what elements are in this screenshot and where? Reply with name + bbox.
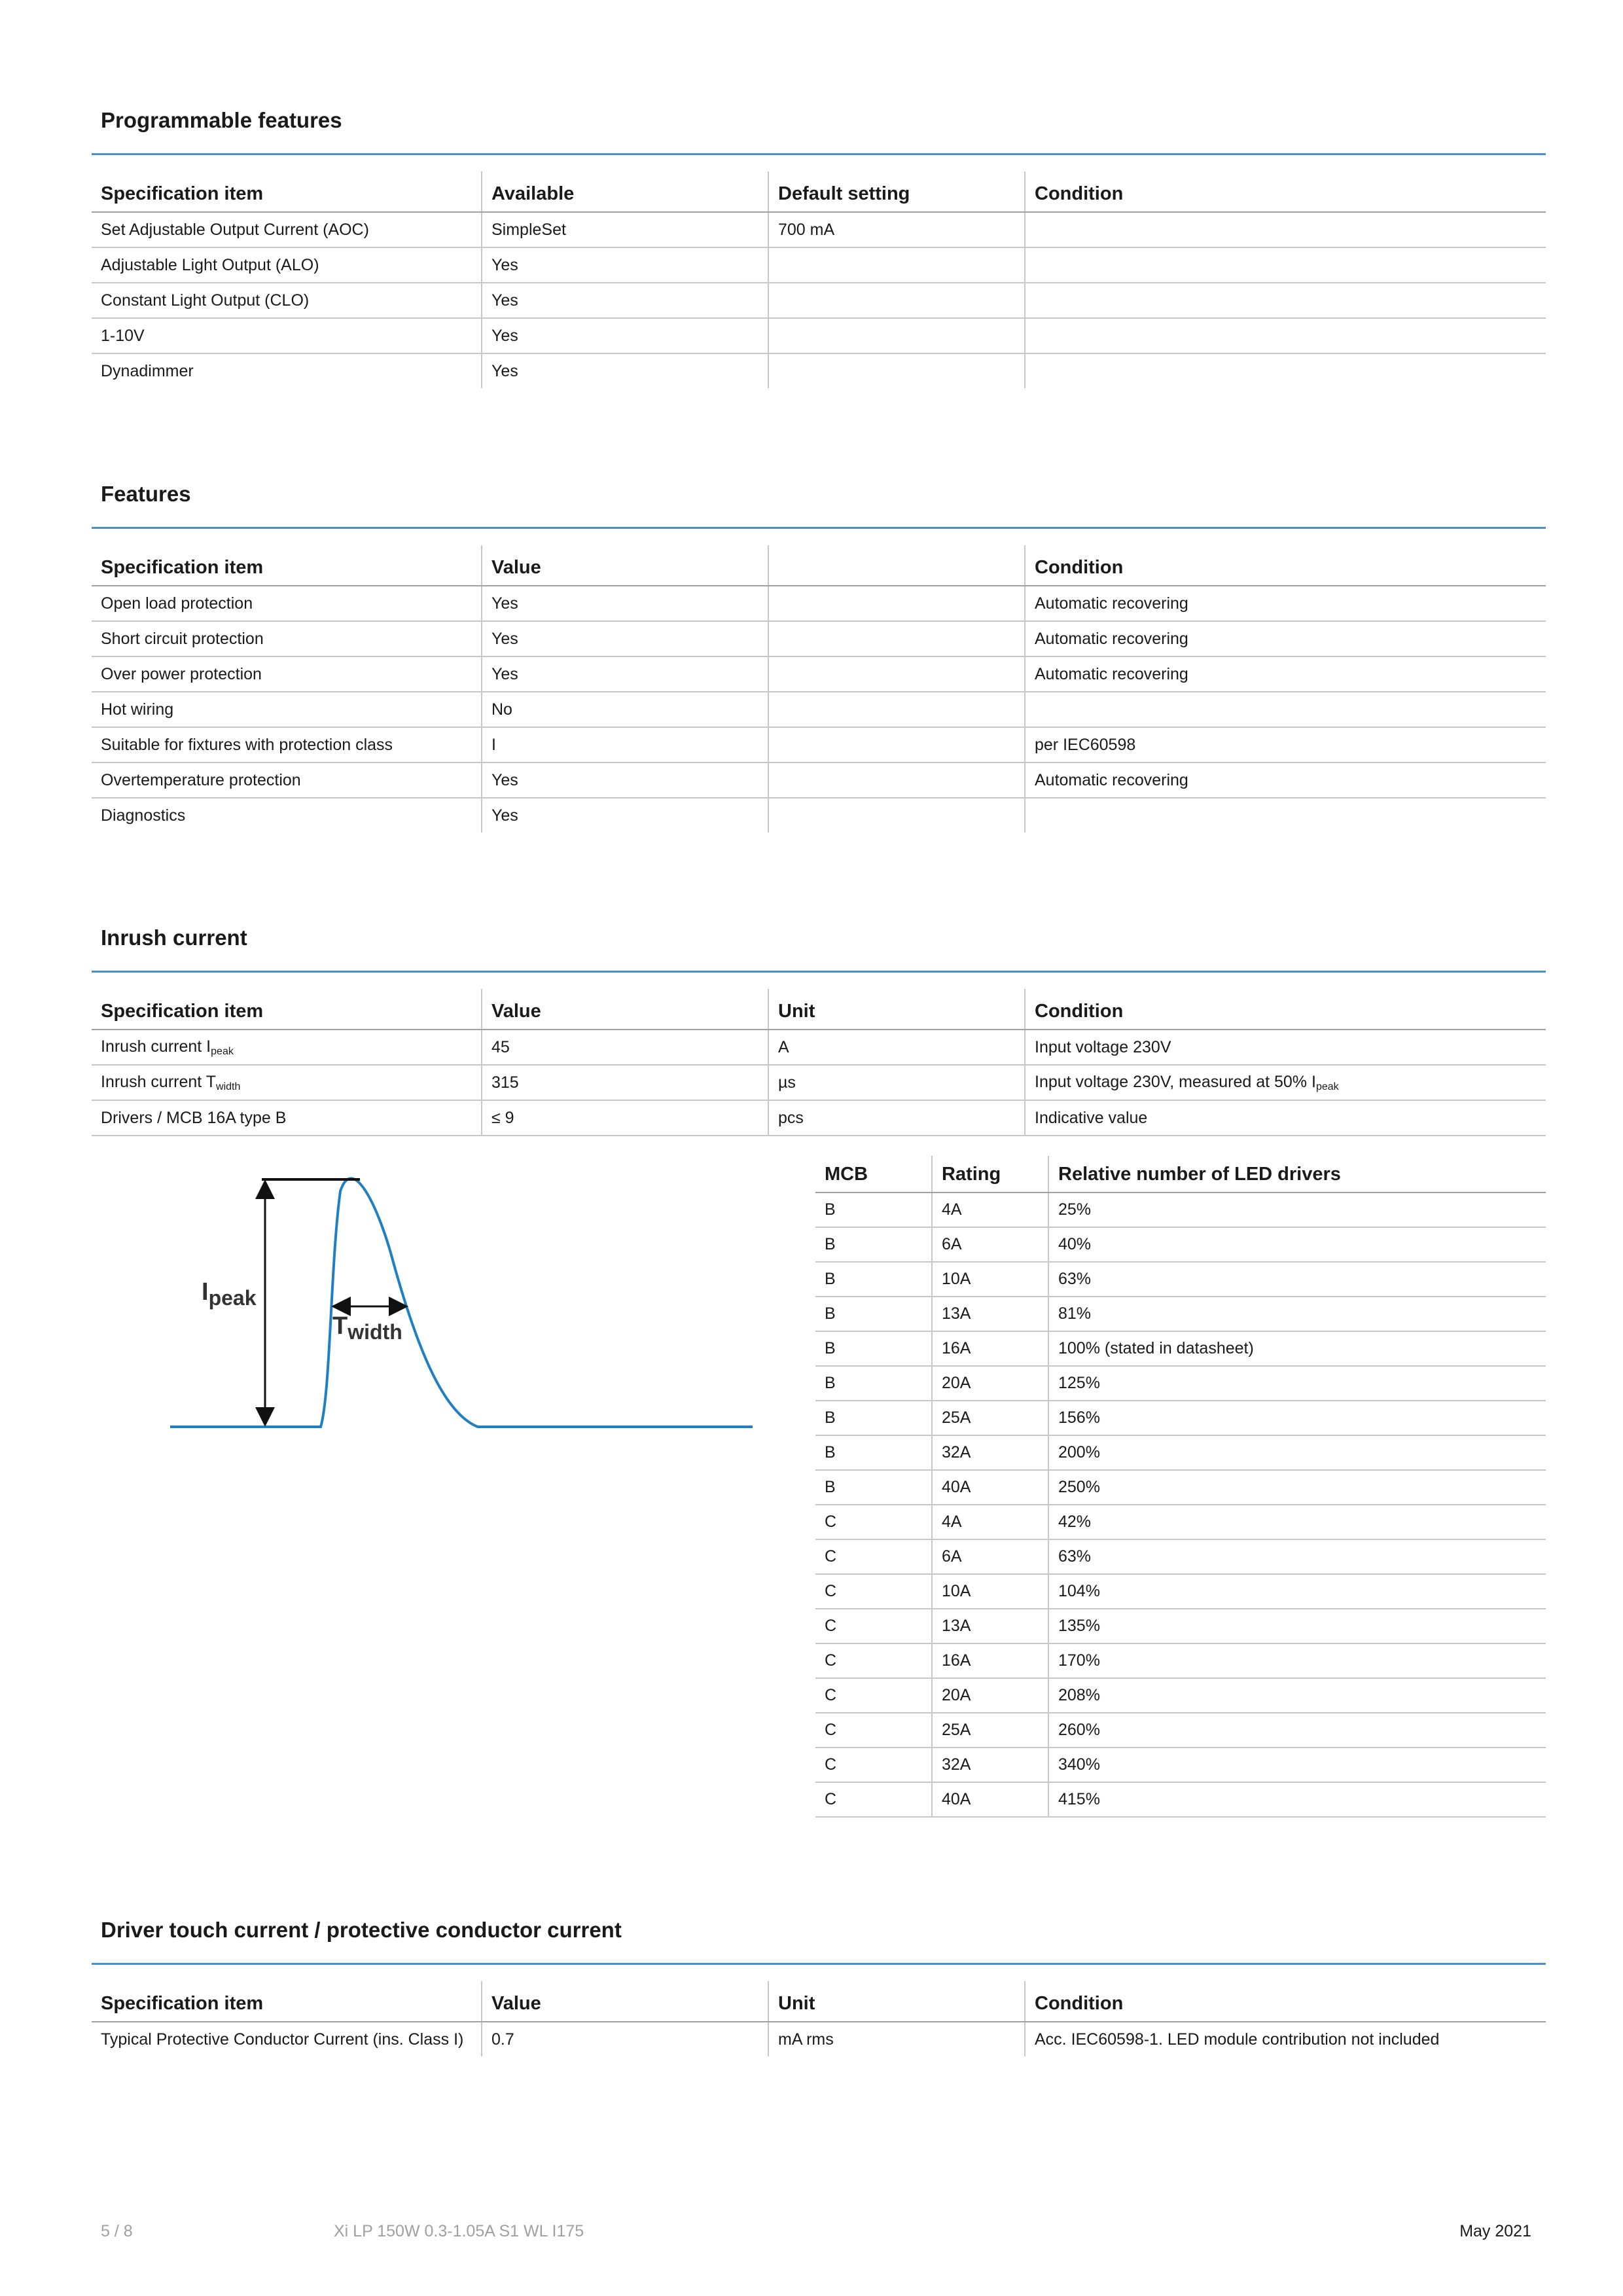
table-cell: Automatic recovering bbox=[1025, 762, 1546, 798]
subscript: peak bbox=[1315, 1081, 1339, 1092]
table-row bbox=[815, 1227, 1546, 1262]
table-cell: 250% bbox=[1048, 1470, 1546, 1505]
table-cell: 63% bbox=[1048, 1262, 1546, 1297]
table-cell: 315 bbox=[482, 1065, 768, 1100]
table-row bbox=[92, 318, 1546, 353]
table-cell: C bbox=[815, 1748, 932, 1782]
table-cell: Diagnostics bbox=[101, 806, 186, 825]
table-cell: per IEC60598 bbox=[1025, 727, 1546, 762]
column-header bbox=[768, 545, 1025, 586]
table-cell: 100% (stated in datasheet) bbox=[1048, 1331, 1546, 1366]
table-cell: 415% bbox=[1048, 1782, 1546, 1817]
table-cell: 0.7 bbox=[482, 2022, 768, 2056]
table-cell: Acc. IEC60598-1. LED module contribution not included bbox=[1025, 2022, 1546, 2056]
twidth-label: $T_{width}$ bbox=[332, 1312, 402, 1344]
table-row bbox=[92, 656, 1546, 692]
table-cell: Typical Protective Conductor Current (ins. Class I) bbox=[101, 2030, 464, 2049]
column-header: Value bbox=[482, 989, 768, 1030]
table-cell: 40% bbox=[1048, 1227, 1546, 1262]
table-cell: A bbox=[768, 1030, 1025, 1065]
table-row bbox=[815, 1678, 1546, 1713]
table-cell bbox=[768, 283, 1025, 318]
table-cell bbox=[768, 656, 1025, 692]
column-header: Condition bbox=[1025, 1981, 1546, 2022]
table-cell: 32A bbox=[932, 1748, 1048, 1782]
table-cell: B bbox=[815, 1470, 932, 1505]
table-cell: 170% bbox=[1048, 1643, 1546, 1678]
table-cell: 10A bbox=[932, 1574, 1048, 1609]
table-cell: Yes bbox=[482, 283, 768, 318]
table-cell: 16A bbox=[932, 1643, 1048, 1678]
table-cell: 45 bbox=[482, 1030, 768, 1065]
programmable-features-table bbox=[92, 171, 1546, 388]
table-cell: µs bbox=[768, 1065, 1025, 1100]
table-cell: 125% bbox=[1048, 1366, 1546, 1401]
table-cell bbox=[768, 762, 1025, 798]
table-header-row bbox=[92, 989, 1546, 1030]
table-cell bbox=[1025, 318, 1546, 353]
table-row bbox=[815, 1643, 1546, 1678]
table-cell: 25% bbox=[1048, 1193, 1546, 1227]
table-cell: Constant Light Output (CLO) bbox=[92, 283, 482, 318]
table-row bbox=[92, 762, 1546, 798]
inrush-curve bbox=[170, 1178, 753, 1427]
table-cell: B bbox=[815, 1297, 932, 1331]
features-table bbox=[92, 545, 1546, 833]
table-cell: Dynadimmer bbox=[101, 361, 194, 380]
table-cell: B bbox=[815, 1227, 932, 1262]
table-cell: Drivers / MCB 16A type B bbox=[92, 1100, 482, 1136]
cell-text: Inrush current I bbox=[101, 1037, 211, 1056]
table-cell bbox=[92, 1065, 482, 1100]
table-header-row bbox=[92, 545, 1546, 586]
table-cell: Automatic recovering bbox=[1025, 586, 1546, 621]
table-cell: B bbox=[815, 1366, 932, 1401]
publication-date: May 2021 bbox=[1459, 2222, 1531, 2240]
inrush-current-table bbox=[92, 989, 1546, 1136]
table-cell: I bbox=[482, 727, 768, 762]
table-cell: Overtemperature protection bbox=[92, 762, 482, 798]
table-row bbox=[815, 1748, 1546, 1782]
table-cell: 4A bbox=[932, 1505, 1048, 1539]
table-cell: 20A bbox=[932, 1366, 1048, 1401]
table-cell bbox=[768, 727, 1025, 762]
subscript: width bbox=[216, 1081, 241, 1092]
column-header: Specification item bbox=[92, 989, 482, 1030]
table-cell: Yes bbox=[482, 798, 768, 833]
table-cell bbox=[1025, 798, 1546, 833]
table-cell: mA rms bbox=[768, 2022, 1025, 2056]
table-cell: Hot wiring bbox=[92, 692, 482, 727]
table-cell: Adjustable Light Output (ALO) bbox=[92, 247, 482, 283]
table-header-row bbox=[92, 171, 1546, 212]
table-row bbox=[92, 1065, 1546, 1100]
table-cell bbox=[768, 692, 1025, 727]
table-row bbox=[815, 1435, 1546, 1470]
column-header: Value bbox=[482, 1981, 768, 2022]
cell-text: Inrush current T bbox=[101, 1072, 217, 1091]
table-cell: B bbox=[815, 1193, 932, 1227]
section-title-inrush-current: Inrush current bbox=[101, 925, 247, 950]
table-row bbox=[92, 1030, 1546, 1065]
table-cell bbox=[768, 798, 1025, 833]
cell-text: Input voltage 230V, measured at 50% I bbox=[1035, 1072, 1316, 1091]
table-cell: Yes bbox=[482, 353, 768, 388]
table-row bbox=[815, 1262, 1546, 1297]
table-cell bbox=[768, 247, 1025, 283]
table-cell bbox=[1025, 353, 1546, 388]
table-row bbox=[815, 1609, 1546, 1643]
table-cell: Input voltage 230V bbox=[1025, 1030, 1546, 1065]
table-cell: 16A bbox=[932, 1331, 1048, 1366]
table-row bbox=[815, 1505, 1546, 1539]
table-cell: 13A bbox=[932, 1297, 1048, 1331]
table-cell: Yes bbox=[482, 656, 768, 692]
table-cell: Over power protection bbox=[92, 656, 482, 692]
table-cell: C bbox=[815, 1678, 932, 1713]
table-cell: C bbox=[815, 1574, 932, 1609]
table-cell: Yes bbox=[482, 762, 768, 798]
table-cell: Open load protection bbox=[92, 586, 482, 621]
table-cell: 340% bbox=[1048, 1748, 1546, 1782]
column-header: Relative number of LED drivers bbox=[1048, 1156, 1546, 1193]
table-row bbox=[815, 1193, 1546, 1227]
column-header: Condition bbox=[1025, 171, 1546, 212]
table-cell bbox=[768, 353, 1025, 388]
column-header: Specification item bbox=[92, 545, 482, 586]
section-title-features: Features bbox=[101, 482, 191, 506]
section-rule bbox=[92, 1963, 1546, 1965]
table-cell: B bbox=[815, 1331, 932, 1366]
column-header: Available bbox=[482, 171, 768, 212]
table-cell: Yes bbox=[482, 586, 768, 621]
section-rule bbox=[92, 153, 1546, 155]
table-cell: 6A bbox=[932, 1539, 1048, 1574]
section-title-programmable-features: Programmable features bbox=[101, 108, 342, 132]
table-cell: 25A bbox=[932, 1401, 1048, 1435]
table-cell bbox=[768, 318, 1025, 353]
table-cell: 25A bbox=[932, 1713, 1048, 1748]
table-cell: Yes bbox=[482, 247, 768, 283]
inrush-waveform-diagram bbox=[164, 1165, 766, 1440]
table-cell: 42% bbox=[1048, 1505, 1546, 1539]
column-header: Rating bbox=[932, 1156, 1048, 1193]
table-row bbox=[92, 247, 1546, 283]
table-cell bbox=[1025, 692, 1546, 727]
table-cell bbox=[1025, 212, 1546, 247]
table-cell: 10A bbox=[932, 1262, 1048, 1297]
column-header: Condition bbox=[1025, 545, 1546, 586]
table-cell: SimpleSet bbox=[482, 212, 768, 247]
table-cell: 200% bbox=[1048, 1435, 1546, 1470]
table-cell: 4A bbox=[932, 1193, 1048, 1227]
column-header: Default setting bbox=[768, 171, 1025, 212]
table-cell: 32A bbox=[932, 1435, 1048, 1470]
table-cell: 700 mA bbox=[768, 212, 1025, 247]
table-cell: Indicative value bbox=[1025, 1100, 1546, 1136]
table-cell: C bbox=[815, 1505, 932, 1539]
column-header: Unit bbox=[768, 1981, 1025, 2022]
table-cell: Automatic recovering bbox=[1025, 621, 1546, 656]
table-row bbox=[92, 798, 1546, 833]
table-cell: Yes bbox=[482, 621, 768, 656]
section-title-touch-current: Driver touch current / protective conductor current bbox=[101, 1918, 622, 1942]
table-cell: 81% bbox=[1048, 1297, 1546, 1331]
table-cell: 6A bbox=[932, 1227, 1048, 1262]
table-row bbox=[815, 1574, 1546, 1609]
table-cell: No bbox=[482, 692, 768, 727]
product-name: Xi LP 150W 0.3-1.05A S1 WL I175 bbox=[334, 2222, 584, 2240]
section-rule bbox=[92, 527, 1546, 529]
table-row bbox=[815, 1366, 1546, 1401]
table-cell: 104% bbox=[1048, 1574, 1546, 1609]
table-cell bbox=[1025, 283, 1546, 318]
table-row bbox=[815, 1401, 1546, 1435]
table-row bbox=[92, 283, 1546, 318]
ipeak-label: $I_{peak}$ bbox=[202, 1278, 257, 1310]
table-row bbox=[815, 1331, 1546, 1366]
column-header: MCB bbox=[815, 1156, 932, 1193]
column-header: Condition bbox=[1025, 989, 1546, 1030]
table-row bbox=[815, 1539, 1546, 1574]
column-header: Specification item bbox=[92, 171, 482, 212]
touch-current-table bbox=[92, 1981, 1546, 2056]
table-row bbox=[92, 1100, 1546, 1136]
table-row bbox=[92, 586, 1546, 621]
table-row bbox=[815, 1470, 1546, 1505]
table-cell: 40A bbox=[932, 1470, 1048, 1505]
table-cell: C bbox=[815, 1609, 932, 1643]
column-header: Specification item bbox=[92, 1981, 482, 2022]
table-cell: C bbox=[815, 1643, 932, 1678]
table-cell: Short circuit protection bbox=[92, 621, 482, 656]
table-row bbox=[815, 1713, 1546, 1748]
mcb-table bbox=[815, 1156, 1546, 1818]
table-header-row bbox=[92, 1981, 1546, 2022]
column-header: Unit bbox=[768, 989, 1025, 1030]
table-cell: ≤ 9 bbox=[482, 1100, 768, 1136]
table-row bbox=[815, 1782, 1546, 1817]
table-cell: B bbox=[815, 1401, 932, 1435]
table-row bbox=[92, 2022, 1546, 2056]
table-cell: B bbox=[815, 1435, 932, 1470]
table-cell bbox=[92, 1030, 482, 1065]
table-row bbox=[815, 1297, 1546, 1331]
page-number: 5 / 8 bbox=[101, 2222, 133, 2240]
table-cell: B bbox=[815, 1262, 932, 1297]
table-cell bbox=[768, 621, 1025, 656]
table-cell: 156% bbox=[1048, 1401, 1546, 1435]
table-cell bbox=[1025, 1065, 1546, 1100]
table-cell bbox=[768, 586, 1025, 621]
table-cell: 63% bbox=[1048, 1539, 1546, 1574]
table-cell: Suitable for fixtures with protection class bbox=[92, 727, 482, 762]
table-row bbox=[92, 212, 1546, 247]
table-cell: C bbox=[815, 1782, 932, 1817]
table-row bbox=[92, 727, 1546, 762]
table-cell: Set Adjustable Output Current (AOC) bbox=[92, 212, 482, 247]
table-cell: 20A bbox=[932, 1678, 1048, 1713]
table-cell: Yes bbox=[482, 318, 768, 353]
subscript: peak bbox=[211, 1045, 234, 1057]
table-cell: C bbox=[815, 1713, 932, 1748]
table-row bbox=[92, 692, 1546, 727]
section-rule bbox=[92, 971, 1546, 973]
table-cell: Automatic recovering bbox=[1025, 656, 1546, 692]
table-row bbox=[92, 621, 1546, 656]
table-header-row bbox=[815, 1156, 1546, 1193]
table-cell bbox=[1025, 247, 1546, 283]
table-cell: 1-10V bbox=[92, 318, 482, 353]
table-cell: 135% bbox=[1048, 1609, 1546, 1643]
table-cell: C bbox=[815, 1539, 932, 1574]
table-cell: 260% bbox=[1048, 1713, 1546, 1748]
table-cell: 40A bbox=[932, 1782, 1048, 1817]
table-cell: 13A bbox=[932, 1609, 1048, 1643]
table-row bbox=[92, 353, 1546, 388]
table-cell: 208% bbox=[1048, 1678, 1546, 1713]
table-cell: pcs bbox=[768, 1100, 1025, 1136]
column-header: Value bbox=[482, 545, 768, 586]
